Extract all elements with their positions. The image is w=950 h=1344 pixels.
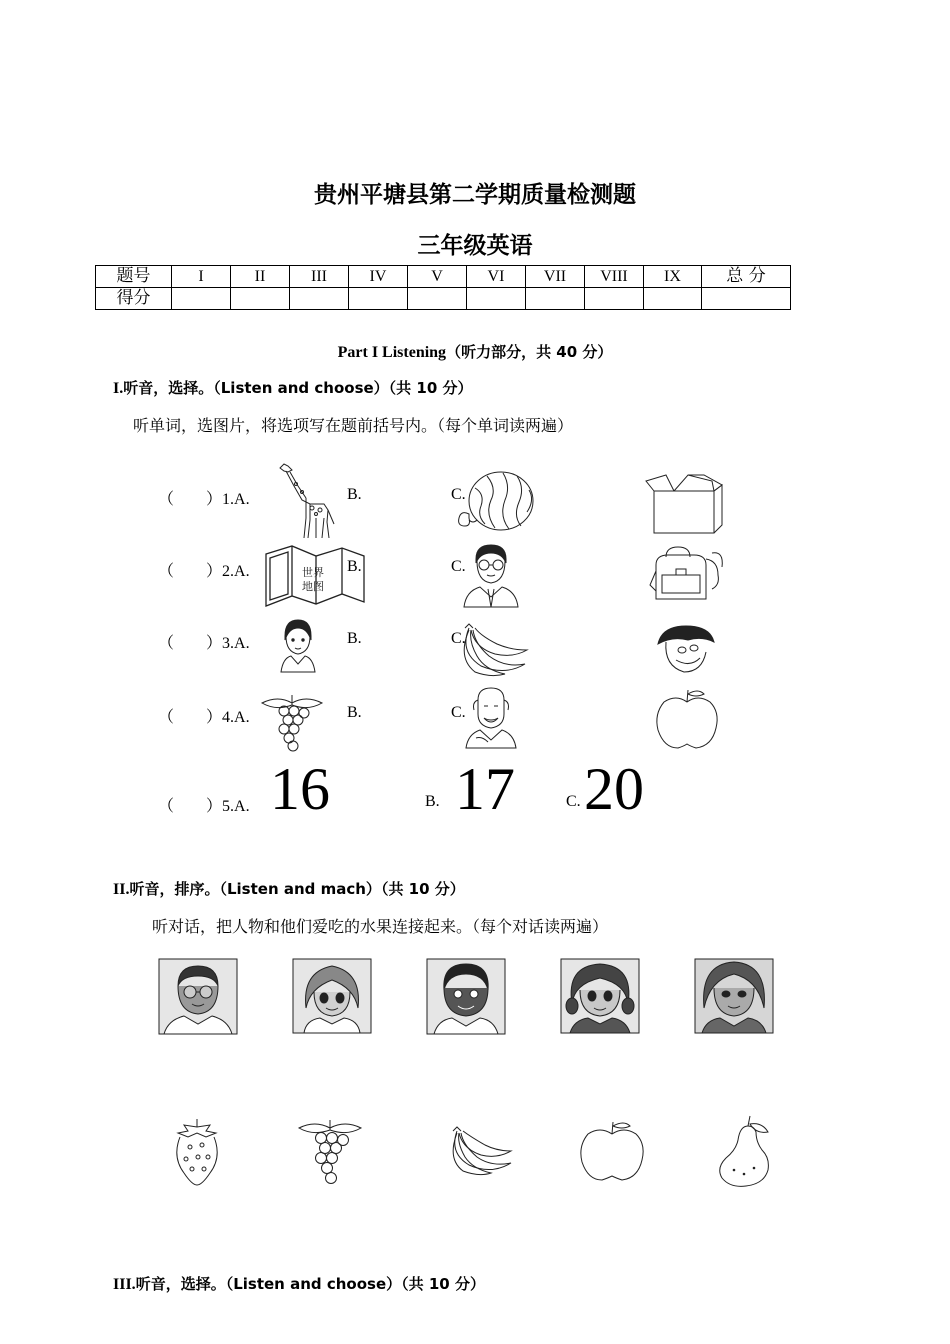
woman-icon (694, 958, 774, 1034)
question-2 (158, 558, 250, 581)
question-number: 1.A. (222, 491, 250, 508)
score-table (95, 265, 791, 310)
part1-heading-en: Part I Listening (337, 344, 447, 361)
option-c-label: C. (451, 486, 466, 503)
section1-instruction: 听单词，选图片，将选项写在题前括号内。（每个单词读两遍） (133, 416, 574, 435)
option-c-label: C. (451, 558, 466, 575)
score-table-cell: V (408, 266, 467, 288)
page-title: 贵州平塘县第二学期质量检测题 (314, 182, 636, 208)
score-table-cell: IV (349, 266, 408, 288)
score-table-cell: III (290, 266, 349, 288)
option-b-label: B. (347, 486, 362, 503)
option-b-label: B. (347, 704, 362, 721)
page-subtitle: 三年级英语 (417, 233, 533, 259)
score-table-cell: VI (467, 266, 526, 288)
score-input-cell[interactable] (290, 288, 349, 310)
grapes-icon (295, 1118, 365, 1186)
score-table-cell: 得分 (96, 288, 172, 310)
strawberry-icon (170, 1117, 224, 1187)
section3-number: III. (113, 1276, 136, 1293)
grapes-icon (258, 693, 326, 753)
section3-heading (113, 1273, 485, 1294)
score-input-cell[interactable] (172, 288, 231, 310)
giraffe-icon (272, 462, 336, 540)
score-table-cell: VIII (585, 266, 644, 288)
boy-dark-skin-icon (426, 958, 506, 1035)
girl-short-hair-icon (560, 958, 640, 1034)
option-b-label: B. (347, 630, 362, 647)
section1-title-en: （Listen and choose） (213, 379, 389, 397)
question-number: 4.A. (222, 709, 250, 726)
box-icon (644, 473, 724, 535)
option-c-label: C. (451, 704, 466, 721)
option-c-label: C. (451, 630, 466, 647)
bananas-icon (445, 1125, 513, 1177)
girl-icon (277, 618, 319, 674)
answer-bracket[interactable]: （ ） (158, 709, 223, 726)
question-number: 3.A. (222, 635, 250, 652)
score-input-cell[interactable] (231, 288, 290, 310)
answer-bracket[interactable]: （ ） (158, 635, 223, 652)
option-b-label: B. (347, 558, 362, 575)
apple-icon (654, 686, 720, 752)
map-label-text: 地图 (302, 580, 324, 593)
section2-title-en: （Listen and mach） (219, 880, 381, 898)
question-number: 2.A. (222, 563, 250, 580)
boy-with-glasses-icon (158, 958, 238, 1035)
section2-title-zh: 听音，排序。 (129, 880, 220, 898)
section1-number: I. (113, 380, 124, 397)
score-table-cell: 题号 (96, 266, 172, 288)
section2-heading (113, 878, 465, 899)
score-input-cell[interactable] (467, 288, 526, 310)
boy-face-icon (652, 622, 722, 678)
score-input-cell[interactable] (349, 288, 408, 310)
option-b-number: 17 (455, 756, 515, 822)
part1-heading (0, 341, 950, 362)
question-4 (158, 704, 250, 727)
score-table-cell: II (231, 266, 290, 288)
score-input-cell[interactable] (408, 288, 467, 310)
section2-instruction: 听对话，把人物和他们爱吃的水果连接起来。（每个对话读两遍） (152, 917, 609, 936)
score-input-cell[interactable] (702, 288, 791, 310)
apple-icon (578, 1118, 646, 1184)
world-map-icon (262, 544, 368, 612)
score-input-cell[interactable] (585, 288, 644, 310)
map-label-text: 世界 (302, 566, 324, 579)
answer-bracket[interactable]: （ ） (158, 798, 223, 815)
answer-bracket[interactable]: （ ） (158, 491, 223, 508)
section2-points: （共 10 分） (380, 880, 465, 898)
section1-heading (113, 377, 473, 398)
girl-long-hair-icon (292, 958, 372, 1034)
option-c-number: 20 (584, 756, 644, 822)
section3-points: （共 10 分） (401, 1275, 485, 1293)
score-input-cell[interactable] (644, 288, 702, 310)
question-3 (158, 630, 250, 653)
option-a-number: 16 (270, 756, 330, 822)
schoolbag-icon (646, 545, 726, 603)
option-c-label: C. (566, 793, 581, 810)
score-table-cell: I (172, 266, 231, 288)
teacher-icon (462, 541, 520, 609)
section2-number: II. (113, 881, 130, 898)
score-table-cell: 总 分 (702, 266, 791, 288)
grandfather-icon (462, 686, 520, 750)
part1-heading-zh: （听力部分，共 40 分） (446, 343, 613, 361)
section1-points: （共 10 分） (388, 379, 473, 397)
question-5 (158, 793, 250, 816)
section3-title-en: （Listen and choose） (225, 1275, 402, 1293)
option-b-label: B. (425, 793, 440, 810)
answer-bracket[interactable]: （ ） (158, 563, 223, 580)
pear-icon (714, 1114, 772, 1188)
score-table-score-row (96, 288, 791, 310)
bananas-icon (455, 622, 529, 678)
question-number: 5.A. (222, 798, 250, 815)
score-table-cell: VII (526, 266, 585, 288)
score-table-cell: IX (644, 266, 702, 288)
section3-title-zh: 听音，选择。 (135, 1275, 226, 1293)
question-1 (158, 486, 250, 509)
watermelon-icon (455, 470, 535, 532)
section1-title-zh: 听音，选择。 (123, 379, 214, 397)
score-table-header-row (96, 266, 791, 288)
score-input-cell[interactable] (526, 288, 585, 310)
